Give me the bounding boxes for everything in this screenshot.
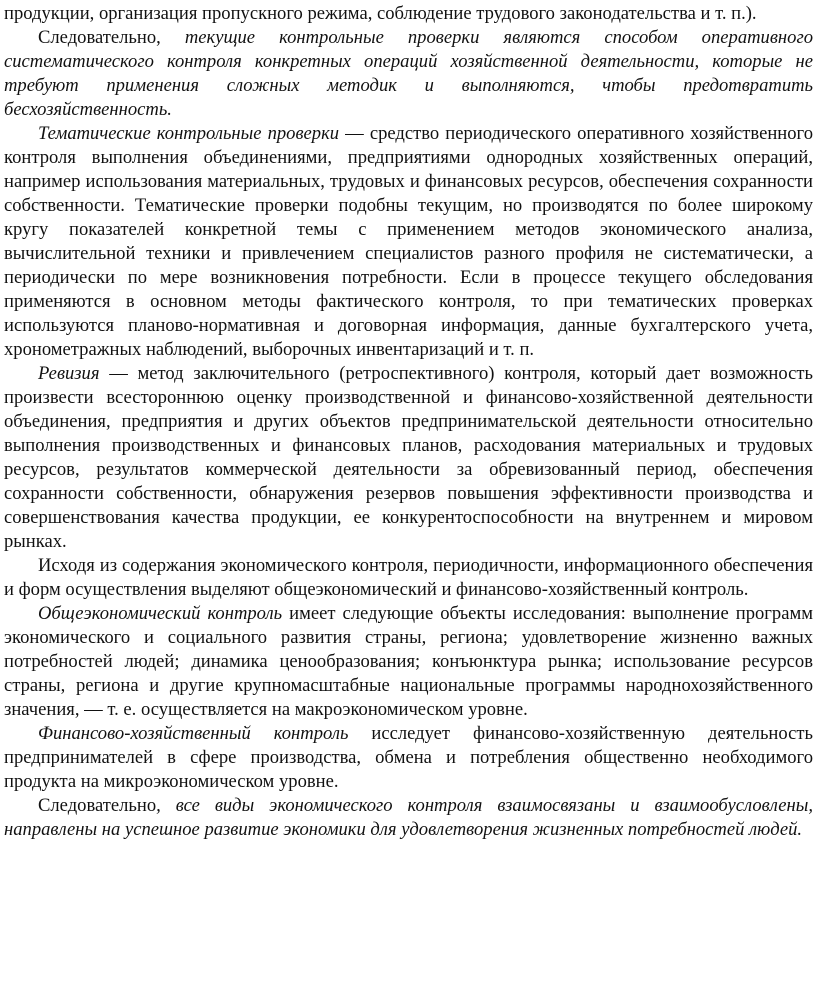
paragraph-control-types xyxy=(4,554,813,602)
text-segment: — метод заключительного (ретроспективного) контроля, который дает возможность произвести всестороннюю оценку производственной и финансово-хозяйственной деятельности объединения, предприятия и других объектов предпринимательской деятельности относительно выполнения производственных и финансовых планов, расходования материальных и трудовых ресурсов, результатов коммерческой деятельности за обревизованный период, обеспечения сохранности собственности, обнаружения резервов повышения эффективности производства и совершенствования качества продукции, ее конкурентоспособности на внутреннем и мировом рынках. xyxy=(4,363,813,552)
term-thematic-checks: Тематические контрольные проверки xyxy=(38,123,340,144)
text-segment: продукции, организация пропускного режима, соблюдение трудового законодательства и т. п.). xyxy=(4,3,757,24)
text-segment: Исходя из содержания экономического контроля, периодичности, информационного обеспечения и форм осуществления выделяют общеэкономический и финансово-хозяйственный контроль. xyxy=(4,555,813,600)
paragraph-conclusion xyxy=(4,794,813,842)
term-revision: Ревизия xyxy=(38,363,100,384)
paragraph-thematic-checks xyxy=(4,122,813,362)
emphasized-text: , все виды экономического контроля взаимосвязаны и взаимообусловлены, направлены на успешное развитие экономики для удовлетворения жизненных потребностей людей. xyxy=(4,795,813,840)
text-segment: Следовательно, xyxy=(38,27,185,48)
term-financial-economic-control: Финансово-хозяйственный контроль xyxy=(38,723,349,744)
term-general-economic-control: Общеэкономический контроль xyxy=(38,603,283,624)
emphasized-text: текущие контрольные проверки являются способом оперативного систематического контроля конкретных операций хозяйственной деятельности, которые не требуют применения сложных методик и выполняются, чтобы предотвратить бесхозяйственность. xyxy=(4,27,813,120)
paragraph-general-economic-control xyxy=(4,602,813,722)
text-segment: исследует финансово-хозяйственную деятельность предпринимателей в сфере производства, обмена и потребления общественно необходимого продукта на микроэкономическом уровне. xyxy=(4,723,813,792)
paragraph-revision xyxy=(4,362,813,554)
text-segment: — средство периодического оперативного хозяйственного контроля выполнения объединениями, предприятиями однородных хозяйственных операций, например использования материальных, трудовых и финансовых ресурсов, обеспечения сохранности собственности. Тематические проверки подобны текущим, но производятся по более широкому кругу показателей конкретной темы с применением методов экономического анализа, вычислительной техники и привлечением специалистов разного профиля не систематически, а периодически по мере возникновения потребности. Если в процессе текущего обследования применяются в основном методы фактического контроля, то при тематических проверках используются планово-нормативная и договорная информация, данные бухгалтерского учета, хронометражных наблюдений, выборочных инвентаризаций и т. п. xyxy=(4,123,813,360)
text-segment: имеет следующие объекты исследования: выполнение программ экономического и социального развития страны, региона; удовлетворение жизненно важных потребностей людей; динамика ценообразования; конъюнктура рынка; использование ресурсов страны, региона и другие крупномасштабные национальные программы народнохозяйственного значения, — т. е. осуществляется на макроэкономическом уровне. xyxy=(4,603,813,720)
paragraph-financial-economic-control xyxy=(4,722,813,794)
paragraph-continuation xyxy=(4,2,813,26)
paragraph-current-checks-conclusion xyxy=(4,26,813,122)
text-segment: Следовательно xyxy=(38,795,157,816)
